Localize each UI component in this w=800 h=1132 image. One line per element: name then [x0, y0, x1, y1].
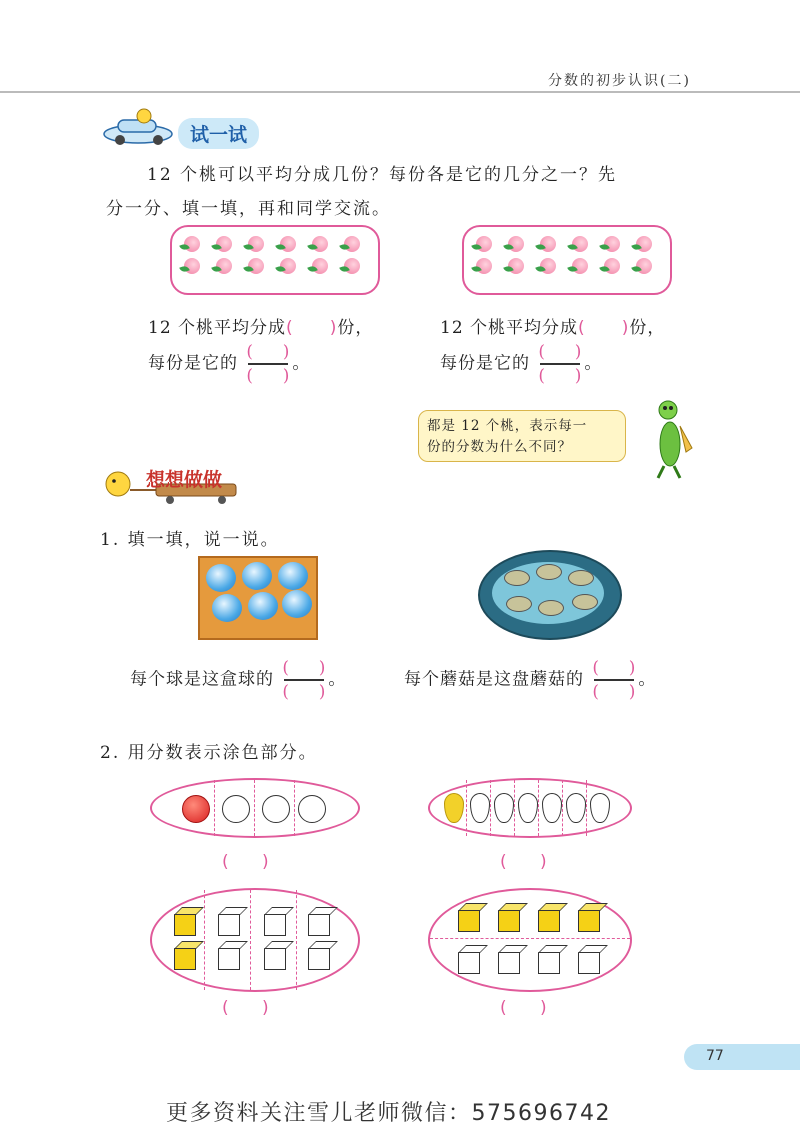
think-section-title: 想想做做	[146, 469, 223, 491]
try-prompt-line1: 12 个桃可以平均分成几份？每份各是它的几分之一？先	[147, 165, 618, 185]
left-count-close: )	[329, 318, 338, 338]
pear-icon	[494, 793, 514, 823]
q1-ball-period: 。	[328, 669, 347, 690]
peach-icon	[182, 257, 204, 275]
right-period: 。	[584, 353, 603, 374]
left-divide-unit: 份，	[337, 318, 374, 338]
peach-icon	[278, 257, 300, 275]
speech-bubble	[418, 410, 626, 462]
right-count-close: )	[621, 318, 630, 338]
peach-icon	[342, 257, 364, 275]
peach-icon	[570, 235, 592, 253]
cubes-group-right	[428, 888, 632, 992]
apple-icon	[222, 795, 250, 823]
cubes-right-answer-blank[interactable]: ( )	[500, 998, 547, 1018]
apples-answer-blank[interactable]: ( )	[222, 852, 269, 872]
apple-icon	[262, 795, 290, 823]
right-divide-line	[440, 313, 665, 338]
pear-icon	[566, 793, 586, 823]
try-prompt-line2: 分一分、填一填，再和同学交流。	[106, 199, 391, 219]
peach-icon	[538, 257, 560, 275]
left-fraction-blank[interactable]: ( ) ( )	[246, 342, 291, 386]
pear-icon	[542, 793, 562, 823]
pear-icon	[590, 793, 610, 823]
peach-icon	[634, 235, 656, 253]
pears-group	[428, 778, 632, 838]
yellow-pear-icon	[444, 793, 464, 823]
footer-watermark-text: 更多资料关注雪儿老师微信：575696742	[166, 1101, 611, 1126]
question-2: 2. 用分数表示涂色部分。	[100, 743, 318, 763]
right-fraction-blank[interactable]: ( ) ( )	[538, 342, 583, 386]
left-fraction-line	[148, 342, 310, 386]
page-number: 77	[684, 1044, 800, 1070]
q1-ball-fraction-blank[interactable]: ( ) ( )	[282, 658, 327, 702]
peach-icon	[310, 257, 332, 275]
right-count-open: (	[578, 318, 586, 338]
peach-icon	[602, 257, 624, 275]
chapter-title: 分数的初步认识(二)	[548, 73, 691, 89]
peach-icon	[278, 235, 300, 253]
try-section-title: 试一试	[178, 118, 259, 149]
left-fraction-label: 每份是它的	[148, 353, 238, 374]
bubble-line2: 份的分数为什么不同？	[427, 439, 572, 455]
left-period: 。	[292, 353, 311, 374]
peach-group-left	[170, 225, 380, 295]
red-apple-icon	[182, 795, 210, 823]
peach-icon	[246, 257, 268, 275]
peach-icon	[570, 257, 592, 275]
peach-icon	[506, 235, 528, 253]
mushroom-plate	[478, 550, 622, 640]
left-divide-line	[148, 313, 373, 338]
q1-mushroom-line	[404, 658, 656, 702]
pear-icon	[518, 793, 538, 823]
peach-icon	[182, 235, 204, 253]
cubes-group-left	[150, 888, 360, 992]
peach-icon	[538, 235, 560, 253]
q1-mushroom-label: 每个蘑菇是这盘蘑菇的	[404, 669, 584, 690]
apples-group	[150, 778, 360, 838]
header-rule	[0, 91, 800, 93]
left-count-open: (	[286, 318, 294, 338]
cubes-left-answer-blank[interactable]: ( )	[222, 998, 269, 1018]
peach-icon	[506, 257, 528, 275]
q1-mushroom-period: 。	[638, 669, 657, 690]
left-divide-text: 12 个桃平均分成	[148, 318, 287, 338]
peach-icon	[602, 235, 624, 253]
q1-mushroom-fraction-blank[interactable]: ( ) ( )	[592, 658, 637, 702]
pear-icon	[470, 793, 490, 823]
peach-icon	[214, 257, 236, 275]
q1-ball-label: 每个球是这盒球的	[130, 669, 274, 690]
peach-icon	[310, 235, 332, 253]
ball-box	[198, 556, 318, 640]
apple-icon	[298, 795, 326, 823]
right-fraction-line	[440, 342, 602, 386]
pears-answer-blank[interactable]: ( )	[500, 852, 547, 872]
peach-icon	[214, 235, 236, 253]
q1-ball-line	[130, 658, 346, 702]
right-divide-unit: 份，	[629, 318, 666, 338]
car-mascot-icon	[100, 106, 178, 146]
peach-icon	[474, 257, 496, 275]
peach-icon	[342, 235, 364, 253]
peach-icon	[634, 257, 656, 275]
peach-group-right	[462, 225, 672, 295]
question-1: 1. 填一填，说一说。	[100, 530, 280, 550]
right-divide-text: 12 个桃平均分成	[440, 318, 579, 338]
pea-mascot-icon	[640, 396, 700, 480]
bubble-line1: 都是 12 个桃，表示每一	[427, 418, 588, 434]
right-fraction-label: 每份是它的	[440, 353, 530, 374]
peach-icon	[474, 235, 496, 253]
peach-icon	[246, 235, 268, 253]
